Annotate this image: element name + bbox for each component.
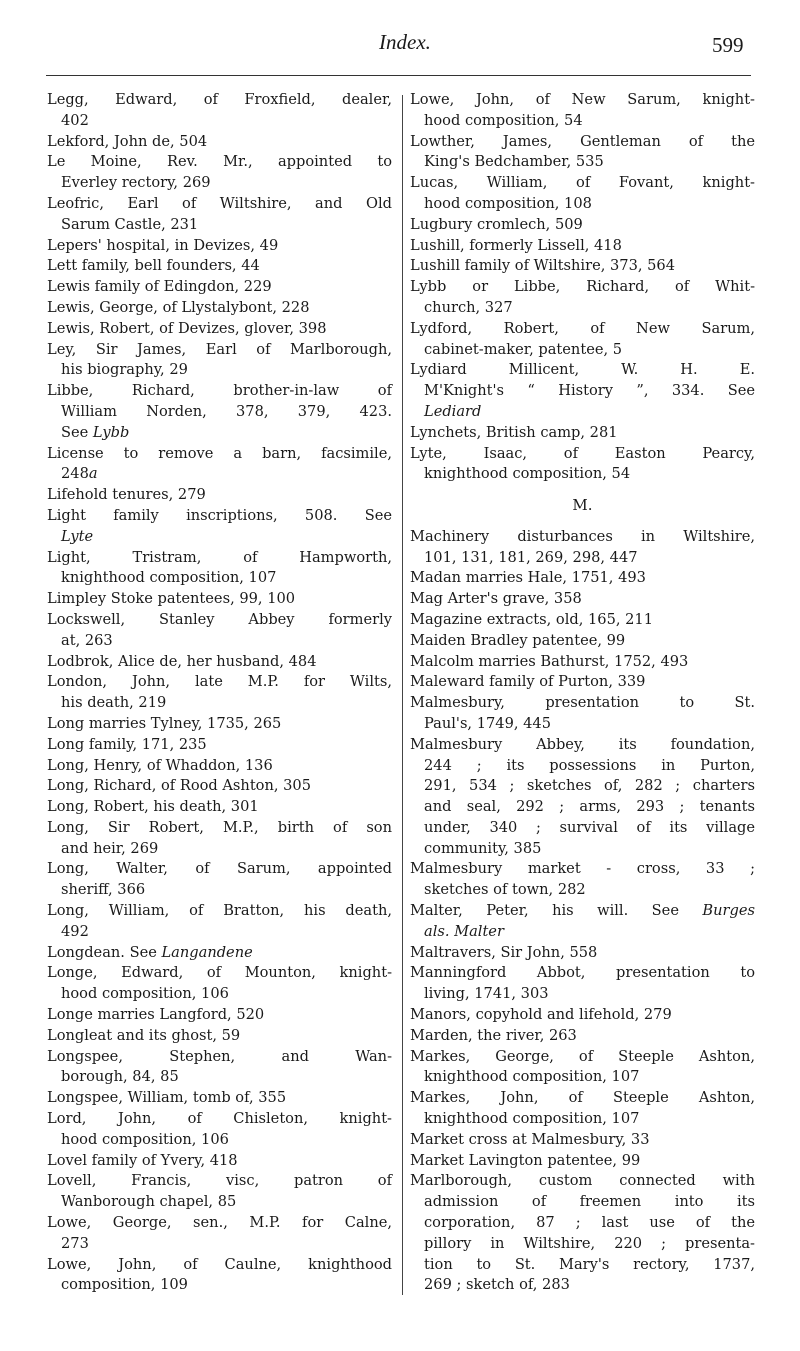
entry-heading-line: Malmesbury Abbey, its foundation, (410, 735, 755, 753)
entry-continuation-line: William Norden, 378, 379, 423. (61, 402, 392, 420)
entry-continuation-line: Sarum Castle, 231 (61, 215, 199, 233)
entry-continuation-line: community, 385 (424, 839, 542, 857)
index-entry (410, 444, 755, 486)
entry-continuation-line: 402 (61, 111, 89, 129)
index-entry (410, 652, 755, 673)
index-entry (47, 859, 392, 901)
index-entry (47, 1151, 392, 1172)
index-entry (410, 236, 755, 257)
index-entry (410, 1005, 755, 1026)
entry-heading-line: Lewis family of Edingdon, 229 (47, 278, 272, 296)
entry-heading-line: Market Lavington patentee, 99 (410, 1151, 641, 1169)
entry-continuation-line: Everley rectory, 269 (61, 174, 211, 192)
entry-continuation-line: 492 (61, 922, 89, 940)
entry-heading-line: Lowe, John, of Caulne, knighthood (47, 1255, 392, 1273)
index-column-right (410, 90, 755, 1296)
entry-text: See (61, 423, 93, 441)
index-entry (47, 298, 392, 319)
entries-m (410, 527, 755, 1296)
entry-continuation-line: hood composition, 106 (61, 1130, 229, 1148)
column-divider (402, 95, 403, 1295)
entry-heading-line: Lynchets, British camp, 281 (410, 423, 618, 441)
index-entry (47, 319, 392, 340)
entry-heading-line: Maleward family of Purton, 339 (410, 673, 646, 691)
entry-continuation-line: 101, 131, 181, 269, 298, 447 (424, 548, 638, 566)
entry-heading-line: Long, Henry, of Whaddon, 136 (47, 756, 273, 774)
index-entry (47, 340, 392, 382)
entry-heading-line: Malmesbury market - cross, 33 ; (410, 860, 755, 878)
index-entry (47, 1109, 392, 1151)
entry-heading-line: Long family, 171, 235 (47, 735, 207, 753)
entry-continuation-line (47, 464, 392, 485)
entry-text: Malter, Peter, his will. See (410, 902, 703, 920)
index-entry (47, 1171, 392, 1213)
entry-continuation-line: his biography, 29 (61, 361, 188, 379)
index-entry (47, 381, 392, 443)
index-entry (47, 589, 392, 610)
index-entry (47, 548, 392, 590)
entry-heading-line: Lodbrok, Alice de, her husband, 484 (47, 652, 317, 670)
index-entry (47, 818, 392, 860)
cross-reference-italic: Lybb (92, 423, 130, 441)
entry-heading-line: Ley, Sir James, Earl of Marlborough, (47, 340, 392, 358)
entry-heading-line: Lydford, Robert, of New Sarum, (410, 319, 755, 337)
entry-continuation-line: his death, 219 (61, 694, 167, 712)
entry-continuation-line: and heir, 269 (61, 839, 159, 857)
entry-heading-line: License to remove a barn, facsimile, (47, 444, 392, 462)
entry-continuation-line: borough, 84, 85 (61, 1068, 179, 1086)
entry-heading-line (47, 943, 392, 964)
entry-heading-line: Legg, Edward, of Froxfield, dealer, (47, 91, 392, 108)
entry-continuation-line: hood composition, 106 (61, 985, 229, 1003)
entry-heading-line: Long, Sir Robert, M.P., birth of son (47, 818, 392, 836)
entry-heading-line: Lovell, Francis, visc, patron of (47, 1172, 392, 1190)
entry-heading-line: Lowe, John, of New Sarum, knight- (410, 91, 755, 108)
entry-heading-line: Malmesbury, presentation to St. (410, 694, 755, 712)
index-entry (410, 1130, 755, 1151)
entry-heading-line: Long marries Tylney, 1735, 265 (47, 714, 282, 732)
entry-heading-line: Lyte, Isaac, of Easton Pearcy, (410, 444, 755, 462)
entry-heading-line: Limpley Stoke patentees, 99, 100 (47, 590, 296, 608)
entry-heading-line: Lucas, William, of Fovant, knight- (410, 174, 755, 192)
entry-heading-line: Lugbury cromlech, 509 (410, 215, 583, 233)
index-entry (410, 1026, 755, 1047)
running-header-title: Index. (379, 30, 431, 54)
index-entry (410, 132, 755, 174)
index-entry (410, 527, 755, 569)
entry-heading-line: Long, Robert, his death, 301 (47, 798, 259, 816)
entry-heading-line: Long, Walter, of Sarum, appointed (47, 860, 392, 878)
index-entry (47, 1026, 392, 1047)
section-heading-m: M. (572, 496, 593, 515)
entry-heading-line: Longleat and its ghost, 59 (47, 1026, 241, 1044)
entry-continuation-line (410, 402, 755, 423)
entry-continuation-line: 244 ; its possessions in Purton, (424, 756, 755, 774)
entry-continuation-line (410, 922, 755, 943)
index-entry (410, 215, 755, 236)
entry-heading-line: Lett family, bell founders, 44 (47, 257, 260, 275)
entry-continuation-line: knighthood composition, 54 (424, 465, 631, 483)
entry-continuation-line (47, 423, 392, 444)
index-entry (410, 568, 755, 589)
entry-heading-line: Lord, John, of Chisleton, knight- (47, 1110, 392, 1128)
index-entry (47, 714, 392, 735)
entry-heading-line: Malcolm marries Bathurst, 1752, 493 (410, 652, 689, 670)
entry-heading-line: Markes, George, of Steeple Ashton, (410, 1047, 755, 1065)
entry-heading-line: Lybb or Libbe, Richard, of Whit- (410, 278, 755, 296)
entry-continuation-line: M'Knight's “ History ”, 334. See (424, 382, 755, 400)
entry-heading-line: Lushill, formerly Lissell, 418 (410, 236, 622, 254)
index-entry (410, 423, 755, 444)
index-entry (47, 1213, 392, 1255)
entry-heading-line: Lowe, George, sen., M.P. for Calne, (47, 1214, 392, 1232)
entry-heading-line: Lifehold tenures, 279 (47, 486, 206, 504)
index-entry (47, 277, 392, 298)
entry-heading-line: Manors, copyhold and lifehold, 279 (410, 1006, 672, 1024)
cross-reference-italic: Lediard (424, 402, 482, 420)
index-entry (410, 1047, 755, 1089)
index-entry (47, 1005, 392, 1026)
entry-continuation-line: 269 ; sketch of, 283 (424, 1276, 570, 1294)
entry-heading-line (410, 901, 755, 922)
entry-heading-line: Marden, the river, 263 (410, 1026, 577, 1044)
index-entry (410, 672, 755, 693)
index-entry (410, 1151, 755, 1172)
cross-reference-italic: Burges (702, 902, 755, 920)
index-entry (47, 506, 392, 548)
entry-continuation-line: tion to St. Mary's rectory, 1737, (424, 1255, 755, 1273)
entry-heading-line: Leofric, Earl of Wiltshire, and Old (47, 194, 392, 212)
entry-heading-line: Lockswell, Stanley Abbey formerly (47, 610, 392, 628)
entry-heading-line: London, John, late M.P. for Wilts, (47, 673, 392, 691)
entry-heading-line: Mag Arter's grave, 358 (410, 590, 582, 608)
entry-continuation-line: hood composition, 54 (424, 111, 583, 129)
entry-heading-line: Madan marries Hale, 1751, 493 (410, 569, 646, 587)
entry-continuation-line: knighthood composition, 107 (424, 1110, 640, 1128)
entry-heading-line: Long, William, of Bratton, his death, (47, 902, 392, 920)
index-entry (47, 756, 392, 777)
index-entry (47, 236, 392, 257)
entry-continuation-line: 291, 534 ; sketches of, 282 ; charters (424, 777, 755, 795)
entry-heading-line: Machinery disturbances in Wiltshire, (410, 527, 755, 545)
index-entry (47, 652, 392, 673)
index-entry (47, 132, 392, 153)
index-entry (47, 152, 392, 194)
entry-heading-line: Longe, Edward, of Mounton, knight- (47, 964, 392, 982)
entry-heading-line: Markes, John, of Steeple Ashton, (410, 1089, 755, 1107)
entry-continuation-line: knighthood composition, 107 (424, 1068, 640, 1086)
index-entry (47, 1088, 392, 1109)
entry-continuation-line: corporation, 87 ; last use of the (424, 1214, 755, 1232)
entry-continuation-line: knighthood composition, 107 (61, 569, 277, 587)
entry-heading-line: Lovel family of Yvery, 418 (47, 1151, 238, 1169)
index-entry (410, 735, 755, 860)
index-entry (410, 631, 755, 652)
index-entry (410, 693, 755, 735)
index-column-left (47, 90, 392, 1296)
entry-continuation-line: cabinet-maker, patentee, 5 (424, 340, 623, 358)
index-entry (47, 963, 392, 1005)
entry-heading-line: Lydiard Millicent, W. H. E. (410, 361, 755, 379)
entry-continuation-line: 273 (61, 1234, 89, 1252)
index-entry (410, 859, 755, 901)
entry-continuation-line: and seal, 292 ; arms, 293 ; tenants (424, 798, 755, 816)
index-entry (47, 776, 392, 797)
index-entry (47, 797, 392, 818)
entry-heading-line: Long, Richard, of Rood Ashton, 305 (47, 777, 311, 795)
entry-heading-line: Lepers' hospital, in Devizes, 49 (47, 236, 279, 254)
index-entry (410, 360, 755, 422)
entry-heading-line: Lowther, James, Gentleman of the (410, 132, 755, 150)
entry-continuation-line (47, 527, 392, 548)
index-entry (410, 256, 755, 277)
entries-l-continued (410, 90, 755, 485)
index-entry (47, 735, 392, 756)
index-entry (47, 90, 392, 132)
header-rule (46, 75, 751, 76)
cross-reference-italic: Langandene (161, 943, 253, 961)
index-entry (410, 943, 755, 964)
index-entry (47, 485, 392, 506)
entry-heading-line: Libbe, Richard, brother-in-law of (47, 382, 392, 400)
index-entry (410, 1171, 755, 1296)
entry-heading-line: Market cross at Malmesbury, 33 (410, 1130, 650, 1148)
page-number: 599 (712, 33, 744, 57)
index-entry (410, 173, 755, 215)
index-entry (47, 672, 392, 714)
entry-continuation-line: sheriff, 366 (61, 881, 146, 899)
entry-continuation-line: living, 1741, 303 (424, 985, 549, 1003)
entry-continuation-line: King's Bedchamber, 535 (424, 153, 604, 171)
entry-continuation-line: Wanborough chapel, 85 (61, 1193, 237, 1211)
entry-continuation-line: church, 327 (424, 298, 513, 316)
entry-heading-line: Light family inscriptions, 508. See (47, 506, 392, 524)
entry-heading-line: Lewis, George, of Llystalybont, 228 (47, 298, 310, 316)
cross-reference-italic: Lyte (61, 527, 94, 545)
entry-heading-line: Maltravers, Sir John, 558 (410, 943, 598, 961)
entry-continuation-line: hood composition, 108 (424, 194, 592, 212)
entry-heading-line: Light, Tristram, of Hampworth, (47, 548, 392, 566)
index-entry (410, 277, 755, 319)
cross-reference-italic: a (88, 465, 98, 483)
entry-heading-line: Longspee, Stephen, and Wan- (47, 1047, 392, 1065)
entry-heading-line: Longspee, William, tomb of, 355 (47, 1089, 287, 1107)
entry-continuation-line: under, 340 ; survival of its village (424, 818, 755, 836)
entry-heading-line: Longe marries Langford, 520 (47, 1006, 265, 1024)
entry-heading-line: Marlborough, custom connected with (410, 1172, 755, 1190)
index-entry (47, 256, 392, 277)
index-entry (410, 1088, 755, 1130)
entry-heading-line: Lewis, Robert, of Devizes, glover, 398 (47, 319, 327, 337)
index-entry (410, 901, 755, 943)
entry-heading-line: Le Moine, Rev. Mr., appointed to (47, 153, 392, 171)
entry-heading-line: Lushill family of Wiltshire, 373, 564 (410, 257, 675, 275)
entry-text: Longdean. See (47, 943, 162, 961)
entry-continuation-line: admission of freemen into its (424, 1193, 755, 1211)
index-entry (47, 1047, 392, 1089)
index-entry (410, 589, 755, 610)
index-entry (47, 610, 392, 652)
entry-continuation-line: sketches of town, 282 (424, 881, 586, 899)
index-entry (410, 610, 755, 631)
index-entry (410, 319, 755, 361)
cross-reference-italic: als. Malter (424, 922, 504, 940)
entry-continuation-line: at, 263 (61, 631, 113, 649)
entry-continuation-line: composition, 109 (61, 1276, 188, 1294)
index-entry (47, 194, 392, 236)
index-entry (47, 444, 392, 486)
index-entry (47, 943, 392, 964)
index-entry (410, 963, 755, 1005)
entry-heading-line: Manningford Abbot, presentation to (410, 964, 755, 982)
index-entry (410, 90, 755, 132)
entry-text: 248 (61, 465, 89, 483)
index-entry (47, 1255, 392, 1297)
entry-continuation-line: Paul's, 1749, 445 (424, 714, 551, 732)
entry-heading-line: Lekford, John de, 504 (47, 132, 208, 150)
entry-heading-line: Magazine extracts, old, 165, 211 (410, 610, 653, 628)
entry-continuation-line: pillory in Wiltshire, 220 ; presenta- (424, 1234, 755, 1252)
entry-heading-line: Maiden Bradley patentee, 99 (410, 631, 626, 649)
index-entry (47, 901, 392, 943)
